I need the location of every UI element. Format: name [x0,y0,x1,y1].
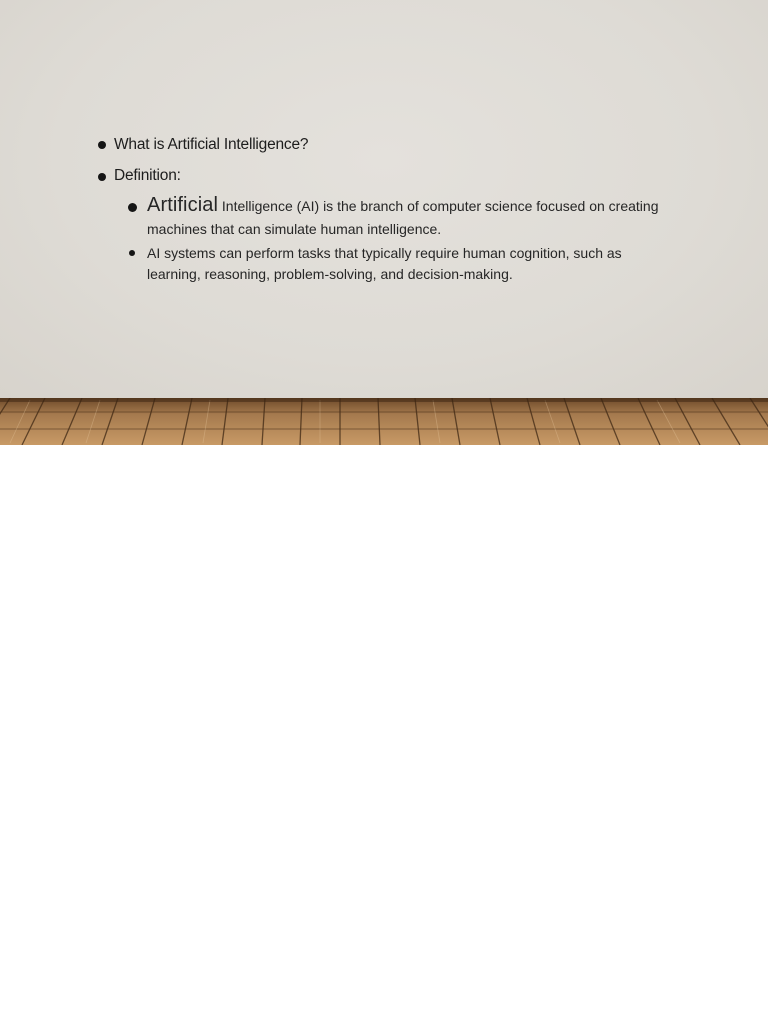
wood-floor-image [0,398,768,445]
slide [0,0,768,445]
sub-bullet-ai-capabilities-line2: learning, reasoning, problem-solving, and decision-making. [147,266,513,282]
bullet-dot [129,250,135,256]
sub-bullet-text: Intelligence (AI) is the branch of computer science focused on creating [218,198,659,214]
bullet-what-is-ai: What is Artificial Intelligence? [114,136,309,153]
sub-bullet-ai-capabilities-line1: AI systems can perform tasks that typically require human cognition, such as [147,245,622,261]
bullet-dot [98,173,106,181]
bullet-dot [128,203,137,212]
bullet-dot [98,141,106,149]
emphasized-word: Artificial [147,194,219,216]
bullet-definition: Definition: [114,167,181,184]
sub-bullet-ai-definition-line2: machines that can simulate human intelligence. [147,221,442,237]
sub-bullet-ai-definition-line1 [147,195,658,217]
